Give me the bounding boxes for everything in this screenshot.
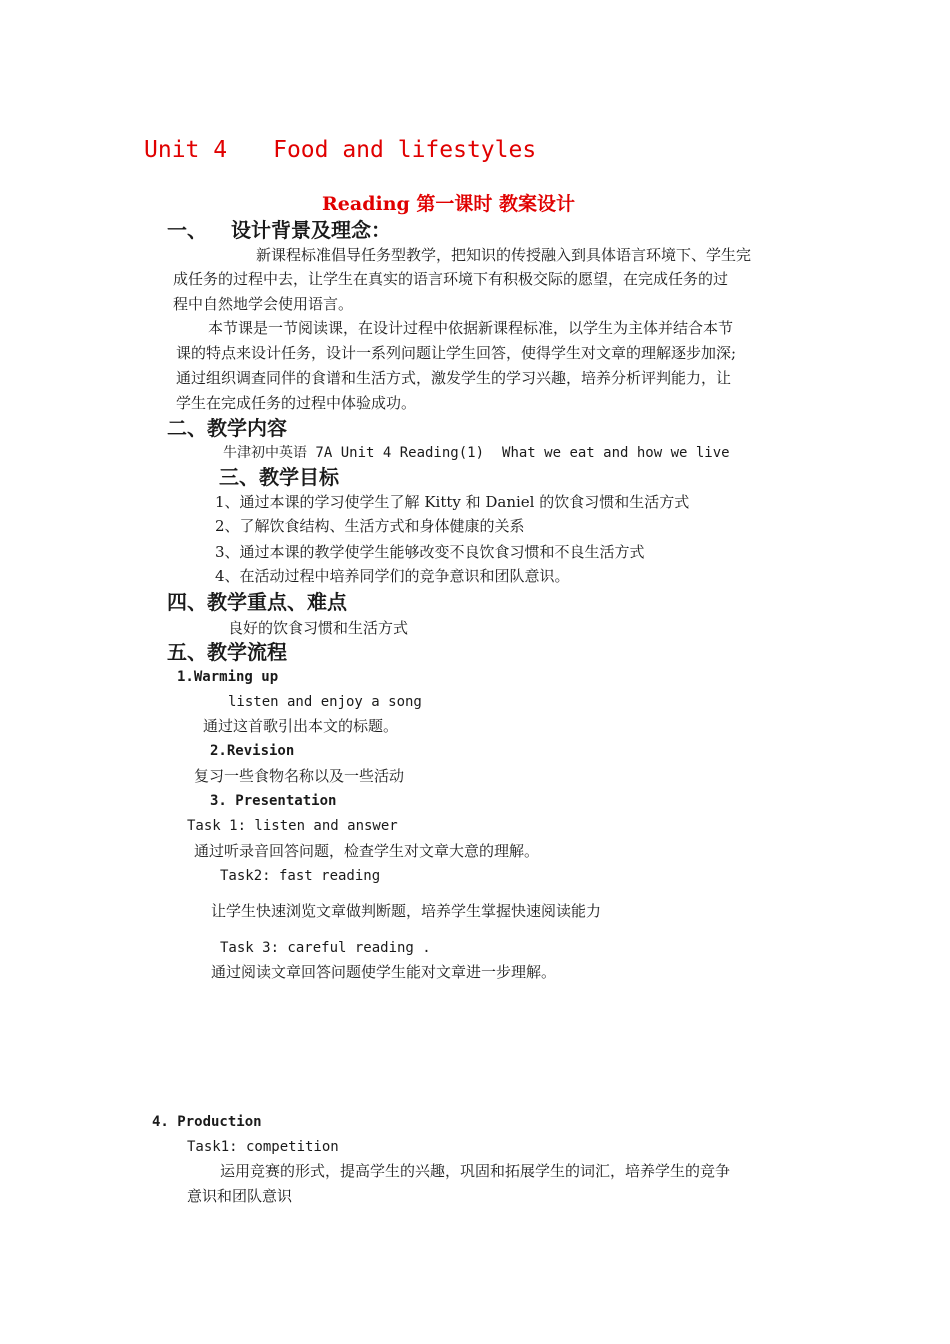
production-task1: Task1: competition (187, 1139, 339, 1155)
production-task1-desc-line2: 意识和团队意识 (187, 1187, 293, 1205)
section1-para1-line1: 新课程标准倡导任务型教学，把知识的传授融入到具体语言环境下、学生完 (256, 246, 752, 264)
section4-heading: 四、教学重点、难点 (167, 590, 347, 614)
section1-para1-line2: 成任务的过程中去，让学生在真实的语言环境下有积极交际的愿望，在完成任务的过 (173, 270, 729, 288)
presentation-title: 3. Presentation (210, 793, 337, 809)
production-task1-desc-line1: 运用竞赛的形式，提高学生的兴趣，巩固和拓展学生的词汇，培养学生的竞争 (220, 1162, 731, 1180)
section1-para2-line3: 通过组织调查同伴的食谱和生活方式，激发学生的学习兴趣，培养分析评判能力，让 (176, 369, 732, 387)
section4-content: 良好的饮食习惯和生活方式 (228, 619, 409, 637)
warmup-activity: listen and enjoy a song (228, 694, 422, 710)
presentation-task2: Task2: fast reading (220, 868, 381, 884)
warmup-desc: 通过这首歌引出本文的标题。 (203, 717, 399, 735)
revision-desc: 复习一些食物名称以及一些活动 (194, 767, 405, 785)
section2-content (223, 443, 730, 463)
presentation-task1-desc: 通过听录音回答问题，检查学生对文章大意的理解。 (194, 842, 540, 860)
warmup-title: 1.Warming up (177, 669, 279, 685)
revision-title: 2.Revision (210, 743, 295, 759)
section3-item-4: 4、在活动过程中培养同学们的竞争意识和团队意识。 (215, 567, 570, 585)
title-topic: Food and lifestyles (273, 137, 537, 163)
section3-item-1: 1、通过本课的学习使学生了解 Kitty 和 Daniel 的饮食习惯和生活方式 (215, 493, 690, 511)
section2-content-a: 牛津初中英语 7A Unit 4 Reading(1) (223, 445, 485, 461)
section2-heading: 二、教学内容 (167, 416, 287, 440)
presentation-task3-desc: 通过阅读文章回答问题使学生能对文章进一步理解。 (211, 963, 557, 981)
document-title (144, 135, 536, 165)
section2-content-b: What we eat and how we live (502, 445, 730, 461)
section1-para1-line3: 程中自然地学会使用语言。 (173, 295, 354, 313)
presentation-task1: Task 1: listen and answer (187, 818, 398, 834)
section1-heading-num: 一、 (167, 218, 207, 242)
section1-para2-line4: 学生在完成任务的过程中体验成功。 (176, 394, 417, 412)
section1-heading-text: 设计背景及理念： (231, 218, 391, 242)
production-title: 4. Production (152, 1114, 262, 1130)
document-subtitle: Reading 第一课时 教案设计 (322, 193, 576, 215)
section1-heading (167, 217, 391, 243)
section5-heading: 五、教学流程 (167, 640, 287, 664)
section1-para2-line1: 本节课是一节阅读课，在设计过程中依据新课程标准，以学生为主体并结合本节 (208, 319, 734, 337)
section1-para2-line2: 课的特点来设计任务，设计一系列问题让学生回答，使得学生对文章的理解逐步加深; (176, 344, 737, 362)
section3-heading: 三、教学目标 (219, 465, 339, 489)
presentation-task2-desc: 让学生快速浏览文章做判断题，培养学生掌握快速阅读能力 (211, 902, 602, 920)
title-unit: Unit 4 (144, 137, 228, 163)
section3-item-2: 2、了解饮食结构、生活方式和身体健康的关系 (215, 517, 525, 535)
presentation-task3: Task 3: careful reading . (220, 940, 431, 956)
section3-item-3: 3、通过本课的教学使学生能够改变不良饮食习惯和不良生活方式 (215, 543, 645, 561)
